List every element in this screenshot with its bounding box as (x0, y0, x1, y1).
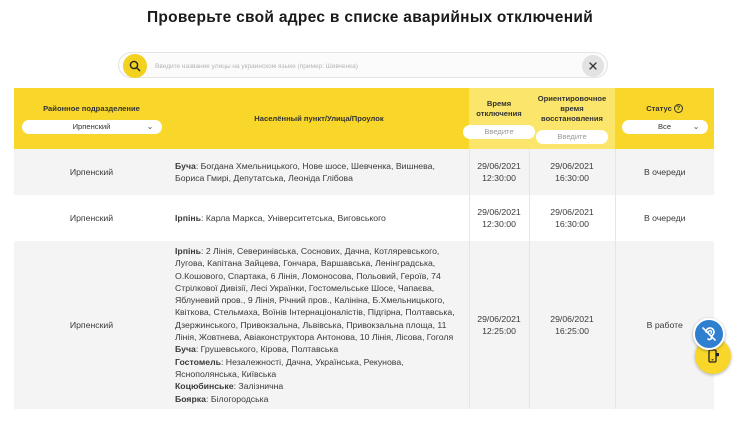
street-list: Грушевського, Кірова, Полтавська (200, 344, 339, 355)
off-time-filter-input[interactable]: Введите (463, 125, 535, 139)
status-column-header: Статус ? Все ⌄ (615, 88, 714, 149)
chevron-down-icon: ⌄ (146, 121, 154, 131)
off-time: 12:25:00 (482, 325, 516, 336)
restore-time: 16:30:00 (555, 219, 589, 229)
district-cell: Ирпенский (14, 241, 169, 409)
restore-date: 29/06/2021 (550, 206, 594, 217)
city-name: Гостомель (175, 356, 221, 367)
search-button[interactable] (123, 54, 147, 78)
city-name: Боярка (175, 393, 206, 404)
street-list: 2 Лінія, Северинівська, Соснових, Дачна, Котляревського, Лугова, Капітана Зайцева, Гончара, Варшавська, Ленінградська, О.Кошового, Спартака, 6 Лінія, Ломоносова, Польовий, Героїв, 74 Стрілкової Дивізії, Лесі Українки, Гостомельське Шосе, Чапаєва, Яблуневий пров., 9 Лінія, Річний пров., Калініна, Б.Хмельницького, Квіткова, Стельмаха, Воїнів Інтернаціоналістів, Підгірна, Полтавська, Дзержинського, Привокзальна, Львівська, Привокзальна площа, 11 Лінія, Жовтнева, Авіаконструктора Антонова, 10 Лінія, Лісова, Гоголя (175, 246, 455, 343)
restore-time-cell (529, 149, 615, 195)
address-segment: Коцюбинське: Залізнична (175, 381, 284, 392)
address-cell (169, 195, 469, 241)
table-row (14, 241, 714, 409)
off-time-column-header: Время отключения Введите (469, 88, 529, 149)
district-cell: Ирпенский (14, 195, 169, 241)
street-list: Богдана Хмельницького, Нове шосе, Шевченка, Вишнева, Бориса Гмирі, Депутатська, Леоніда Глібова (175, 160, 435, 183)
off-date: 29/06/2021 (477, 160, 521, 171)
help-icon[interactable]: ? (674, 104, 683, 113)
restore-time: 16:25:00 (555, 325, 589, 336)
restore-time-cell (529, 241, 615, 409)
clear-search-button[interactable] (582, 55, 604, 77)
page-title: Проверьте свой адрес в списке аварийных отключений (146, 9, 594, 26)
table-row (14, 195, 714, 241)
status-cell: В очереди (615, 195, 714, 241)
restore-date: 29/06/2021 (550, 313, 594, 324)
accessibility-button[interactable] (693, 318, 725, 350)
street-list: Карла Маркса, Університетська, Виговського (205, 212, 386, 223)
address-segment: Буча: Грушевського, Кірова, Полтавська (175, 344, 339, 355)
address-segment: Буча: Богдана Хмельницького, Нове шосе, Шевченка, Вишнева, Бориса Гмирі, Депутатська, Леоніда Глібова (175, 160, 435, 183)
district-filter-select[interactable]: Ирпенский ⌄ (22, 120, 162, 134)
city-name: Буча (175, 160, 196, 171)
address-cell (169, 241, 469, 409)
status-cell: В очереди (615, 149, 714, 195)
search-icon (129, 60, 141, 72)
phone-chat-icon (705, 348, 721, 364)
street-search-input[interactable] (155, 58, 555, 74)
off-time-cell (469, 149, 529, 195)
status-filter-select[interactable]: Все ⌄ (622, 120, 708, 134)
district-cell: Ирпенский (14, 149, 169, 195)
address-segment: Ірпінь: 2 Лінія, Северинівська, Соснових, Дачна, Котляревського, Лугова, Капітана Зайцева, Гончара, Варшавська, Ленінградська, О.Кошового, Спартака, 6 Лінія, Ломоносова, Польовий, Героїв, 74 Стрілкової Дивізії, Лесі Українки, Гостомельське Шосе, Чапаєва, Яблуневий пров., 9 Лінія, Річний пров., Калініна, Б.Хмельницького, Квіткова, Стельмаха, Воїнів Інтернаціоналістів, Підгірна, Полтавська, Дзержинського, Привокзальна, Львівська, Привокзальна площа, 11 Лінія, Жовтнева, Авіаконструктора Антонова, 10 Лінія, Лісова, Гоголя (175, 246, 455, 343)
city-name: Ірпінь (175, 246, 201, 256)
street-list: Залізнична (238, 381, 284, 392)
table-row (14, 149, 714, 195)
outage-table (14, 88, 714, 409)
city-name: Буча (175, 344, 196, 355)
city-name: Ірпінь (175, 212, 201, 223)
address-segment: Гостомель: Незалежності, Дачна, Українська, Рекунова, Яснополянська, Київська (175, 356, 404, 379)
restore-date: 29/06/2021 (550, 160, 594, 171)
status-cell: В работе (615, 241, 714, 409)
address-column-header: Населённый пункт/Улица/Проулок (169, 88, 469, 149)
hearing-accessibility-icon (700, 325, 718, 343)
off-time-cell (469, 241, 529, 409)
restore-time-filter-input[interactable]: Введите (536, 130, 608, 144)
chevron-down-icon: ⌄ (692, 121, 700, 131)
off-time: 12:30:00 (482, 173, 516, 183)
restore-time-column-header: Ориентировочное время восстановления Введите (529, 88, 615, 149)
off-time: 12:30:00 (482, 219, 516, 229)
off-time-cell (469, 195, 529, 241)
street-list: Незалежності, Дачна, Українська, Рекунова, Яснополянська, Київська (175, 356, 404, 379)
address-cell (169, 149, 469, 195)
district-column-header: Районное подразделение Ирпенский ⌄ (14, 88, 169, 149)
off-date: 29/06/2021 (477, 206, 521, 217)
table-header-row (14, 88, 714, 149)
address-segment: Ірпінь: Карла Маркса, Університетська, Виговського (175, 212, 386, 223)
address-search-bar (118, 52, 608, 78)
restore-time-cell (529, 195, 615, 241)
off-date: 29/06/2021 (477, 313, 521, 324)
address-segment: Боярка: Білогородська (175, 393, 269, 404)
city-name: Коцюбинське (175, 381, 234, 392)
street-list: Білогородська (210, 393, 269, 404)
close-icon (588, 61, 598, 71)
restore-time: 16:30:00 (555, 173, 589, 183)
